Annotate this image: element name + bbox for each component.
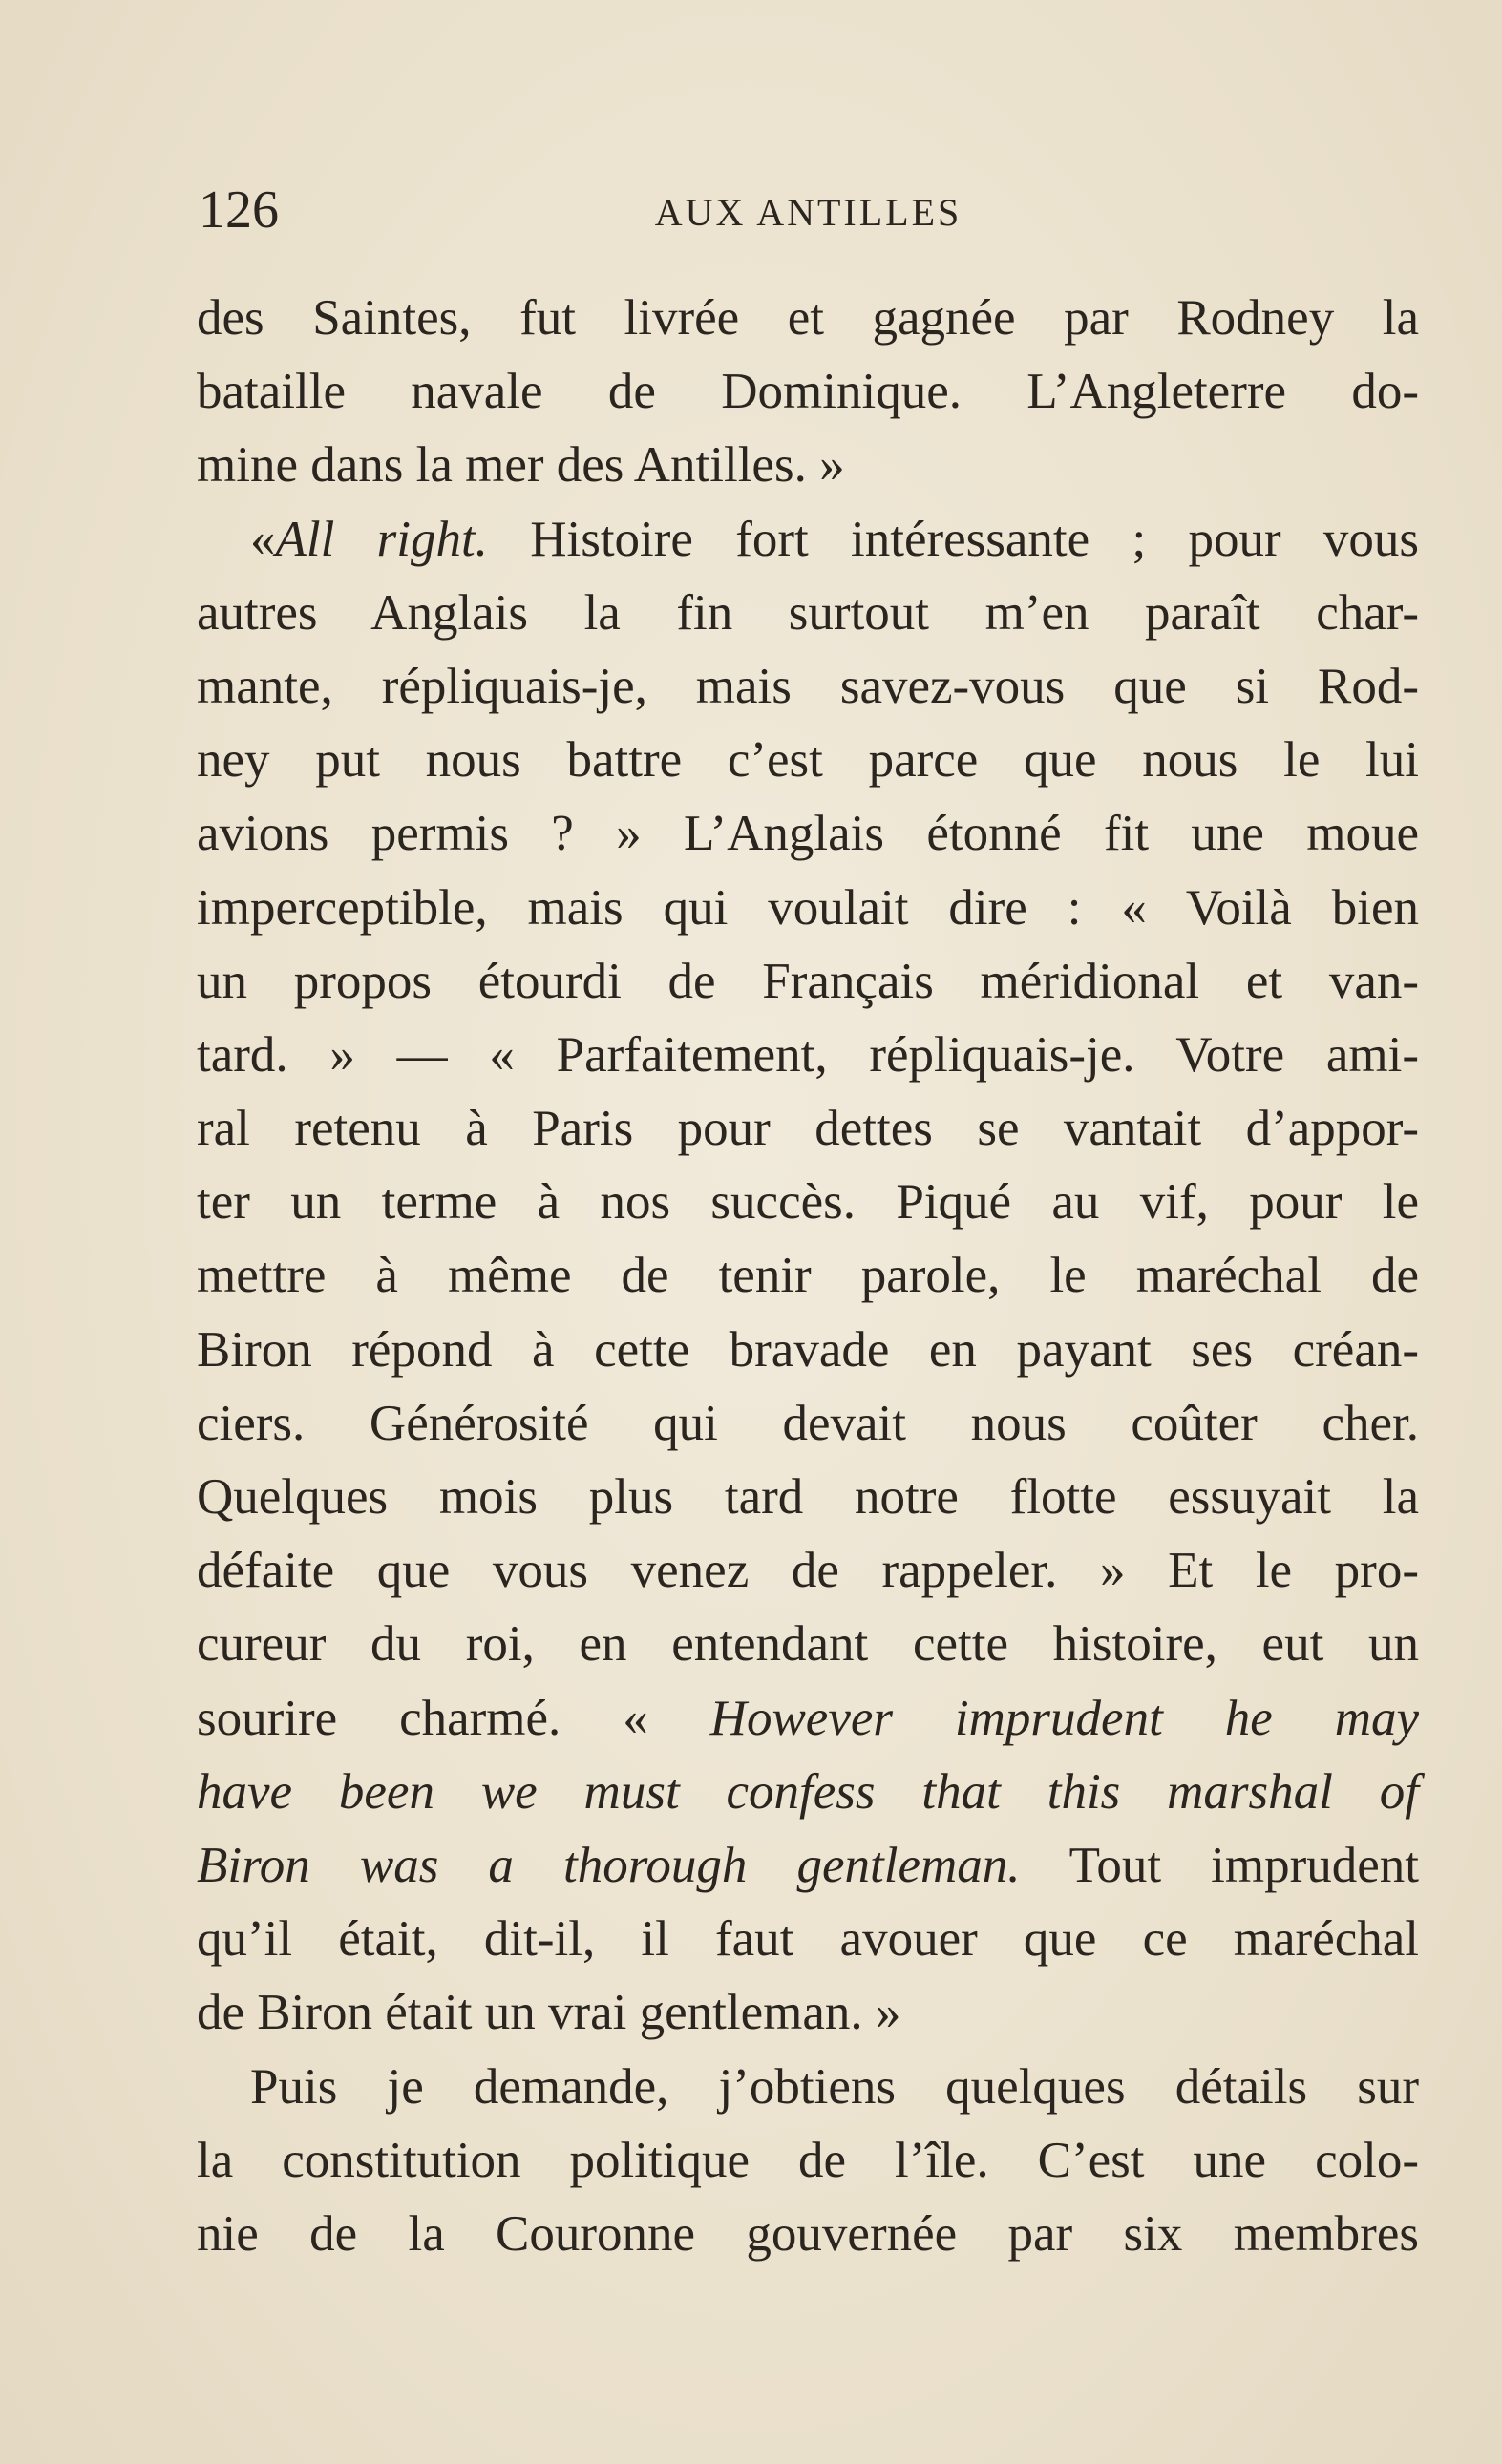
body-text: [197, 282, 1419, 2271]
page-header: [199, 177, 1418, 243]
text-line: des Saintes, fut livrée et gagnée par Rodney la: [197, 290, 1419, 346]
line-segment: Tout imprudent: [1020, 1837, 1419, 1893]
text-line: [197, 503, 1419, 577]
text-line: ral retenu à Paris pour dettes se vantait d’appor-: [197, 1101, 1419, 1157]
text-line: cureur du roi, en entendant cette histoire, eut un: [197, 1616, 1419, 1673]
text-line: avions permis ? » L’Anglais étonné fit une moue: [197, 806, 1419, 862]
text-line: la constitution politique de l’île. C’est une colo-: [197, 2132, 1419, 2188]
text-line: de Biron était un vrai gentleman. »: [197, 1985, 901, 2041]
text-line: ter un terme à nos succès. Piqué au vif, pour le: [197, 1174, 1419, 1231]
text-line: Puis je demande, j’obtiens quelques détails sur: [250, 2058, 1419, 2115]
line-segment: Histoire fort intéressante ; pour vous: [487, 511, 1419, 567]
text-line: ney put nous battre c’est parce que nous le lui: [197, 732, 1419, 789]
line-segment: sourire charmé. «: [197, 1690, 710, 1746]
text-line: [197, 1756, 1419, 1829]
text-line: bataille navale de Dominique. L’Angleterre do-: [197, 364, 1419, 420]
running-title: AUX ANTILLES: [654, 191, 963, 234]
text-line: Quelques mois plus tard notre flotte essuyait la: [197, 1469, 1419, 1525]
text-line: tard. » — « Parfaitement, répliquais-je. Votre ami-: [197, 1026, 1419, 1083]
italic-segment: However imprudent he may: [709, 1690, 1419, 1746]
text-line: mine dans la mer des Antilles. »: [197, 437, 845, 494]
text-line: [197, 1682, 1419, 1756]
text-line: mettre à même de tenir parole, le maréchal de: [197, 1248, 1419, 1304]
text-line: [197, 1829, 1419, 1903]
text-line: autres Anglais la fin surtout m’en paraît char-: [197, 584, 1419, 641]
text-line: ciers. Générosité qui devait nous coûter cher.: [197, 1395, 1419, 1451]
text-line: un propos étourdi de Français méridional et van-: [197, 953, 1419, 1009]
page-number: 126: [199, 180, 279, 240]
italic-segment: have been we must confess that this marshal of: [197, 1763, 1419, 1820]
italic-segment: Biron was a thorough gentleman.: [197, 1837, 1021, 1893]
text-line: défaite que vous venez de rappeler. » Et le pro-: [197, 1543, 1419, 1599]
text-line: qu’il était, dit-il, il faut avouer que ce maréchal: [197, 1911, 1419, 1968]
text-line: Biron répond à cette bravade en payant ses créan-: [197, 1321, 1419, 1378]
text-line: mante, répliquais-je, mais savez-vous que si Rod-: [197, 658, 1419, 714]
italic-segment: All right.: [275, 511, 488, 567]
text-line: imperceptible, mais qui voulait dire : « Voilà bien: [197, 879, 1419, 936]
text-line: nie de la Couronne gouvernée par six membres: [197, 2205, 1419, 2262]
line-segment: «: [250, 511, 276, 567]
